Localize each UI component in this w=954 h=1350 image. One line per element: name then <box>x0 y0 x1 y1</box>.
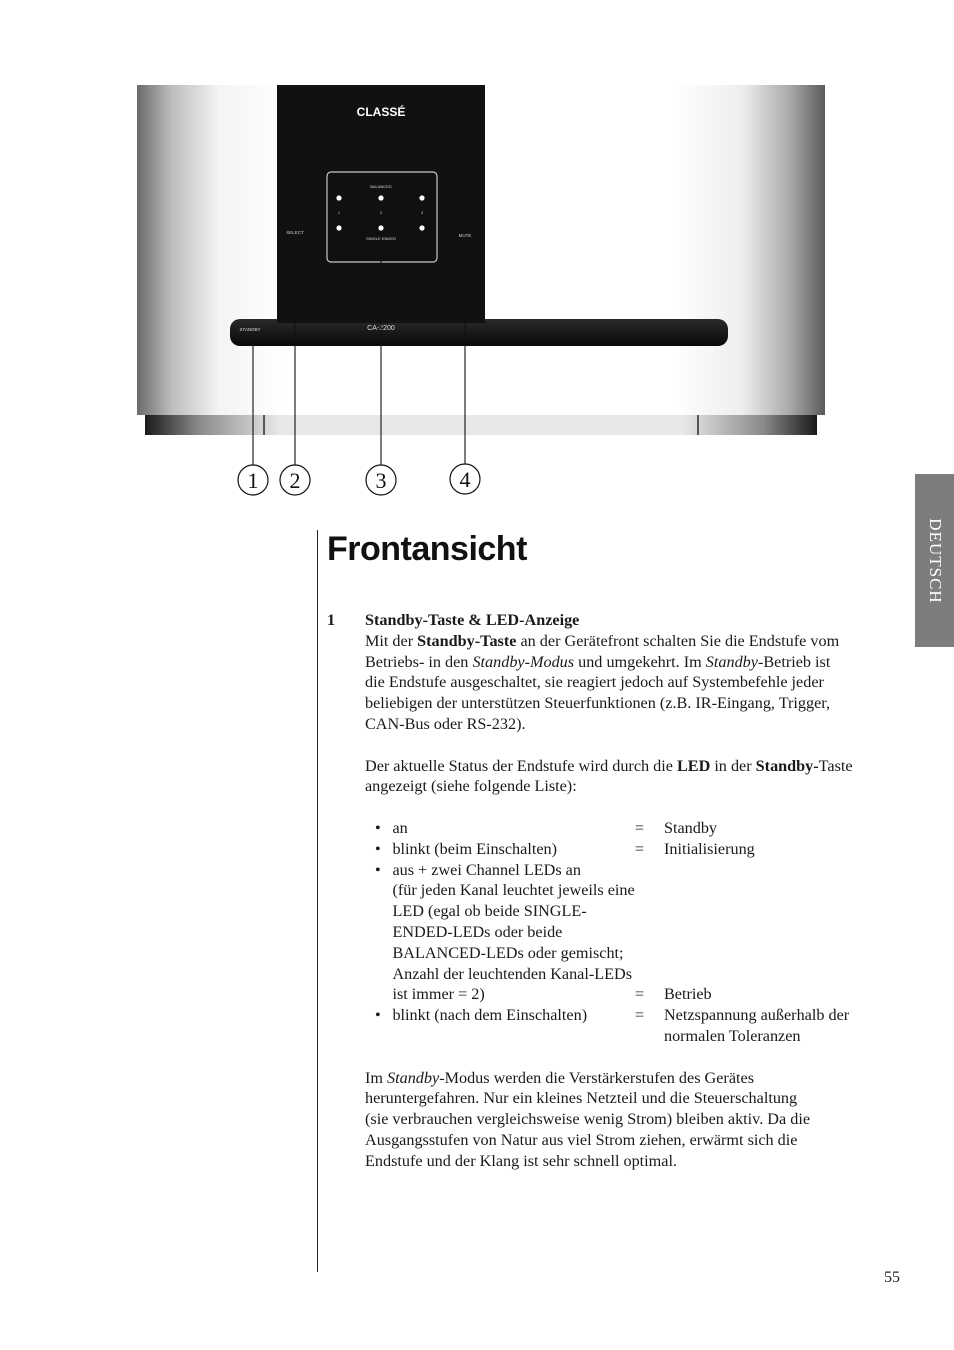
led-balanced-2 <box>378 195 383 200</box>
list-item: normalen Toleranzen <box>663 1026 801 1045</box>
standby-label: STANDBY <box>239 327 261 332</box>
paragraph-2: Der aktuelle Status der Endstufe wird durch die LED in der Standby-Taste angezeigt (siehe folgende Liste): <box>365 756 853 796</box>
svg-text:2: 2 <box>379 210 383 215</box>
page-number: 55 <box>884 1269 900 1286</box>
led-single-3 <box>419 225 424 230</box>
paragraph-1: Mit der Standby-Taste an der Gerätefront schalten Sie die Endstufe vom Betriebs- in den Standby-Modus und umgekehrt. Im Standby-Betrieb ist die Endstufe ausgeschaltet, sie reagiert jedoch auf Systembefehle jeder beliebigen der unterstützen Steuerfunktionen (z.B. IR-Eingang, Trigger, CAN-Bus oder RS-232). <box>365 631 840 733</box>
callout-2: 2 <box>289 468 301 493</box>
svg-text:1: 1 <box>337 210 341 215</box>
list-item: ist immer = 2) = Betrieb <box>392 985 712 1004</box>
model-label: CA-2200 <box>367 325 395 332</box>
callout-4: 4 <box>459 467 471 492</box>
language-tab <box>915 474 954 647</box>
list-item: • blinkt (beim Einschalten) = Initialisierung <box>375 839 755 858</box>
list-item: • blinkt (nach dem Einschalten) = Netzspannung außerhalb der <box>375 1006 850 1025</box>
svg-text:BALANCED: BALANCED <box>370 184 392 189</box>
list-item: • an = Standby <box>375 818 718 837</box>
list-item: BALANCED-LEDs oder gemischt; <box>392 943 624 962</box>
select-label: SELECT <box>286 230 304 235</box>
led-balanced-3 <box>419 195 424 200</box>
section-heading-text: Standby-Taste & LED-Anzeige <box>365 611 580 629</box>
led-balanced-1 <box>336 195 341 200</box>
lower-bar <box>230 319 728 346</box>
led-single-2 <box>378 225 383 230</box>
list-item: ENDED-LEDs oder beide <box>392 922 563 941</box>
mute-label: MUTE <box>458 233 472 238</box>
section-body <box>327 610 887 1172</box>
list-item: Anzahl der leuchtenden Kanal-LEDs <box>392 964 633 983</box>
callout-3: 3 <box>375 468 387 493</box>
page-title: Frontansicht <box>327 530 527 568</box>
brand-logo: CLASSÉ <box>356 105 406 119</box>
column-rule <box>317 530 318 1272</box>
language-tab-label: DEUTSCH <box>925 517 945 604</box>
svg-text:3: 3 <box>420 210 424 215</box>
list-item: • aus + zwei Channel LEDs an <box>375 860 581 879</box>
section-number: 1 <box>327 611 336 629</box>
svg-text:SINGLE ENDED: SINGLE ENDED <box>366 236 396 241</box>
amplifier-front-panel-illustration <box>130 80 830 500</box>
led-single-1 <box>336 225 341 230</box>
paragraph-3: Im Standby-Modus werden die Verstärkerstufen des Gerätes heruntergefahren. Nur ein kleines Netzteil und die Steuerschaltung (sie verbrauchen vergleichsweise wenig Strom) bleiben aktiv. Da die Ausgangsstufen von Natur aus viel Strom ziehen, erwärmt sich die Endstufe und der Klang ist sehr schnell optimal. <box>365 1068 811 1170</box>
section-heading <box>327 610 887 631</box>
list-item: LED (egal ob beide SINGLE- <box>392 902 587 921</box>
chassis-base <box>145 415 817 435</box>
led-status-list <box>365 818 887 1047</box>
list-item: (für jeden Kanal leuchtet jeweils eine <box>392 881 635 900</box>
callout-1: 1 <box>247 468 259 493</box>
